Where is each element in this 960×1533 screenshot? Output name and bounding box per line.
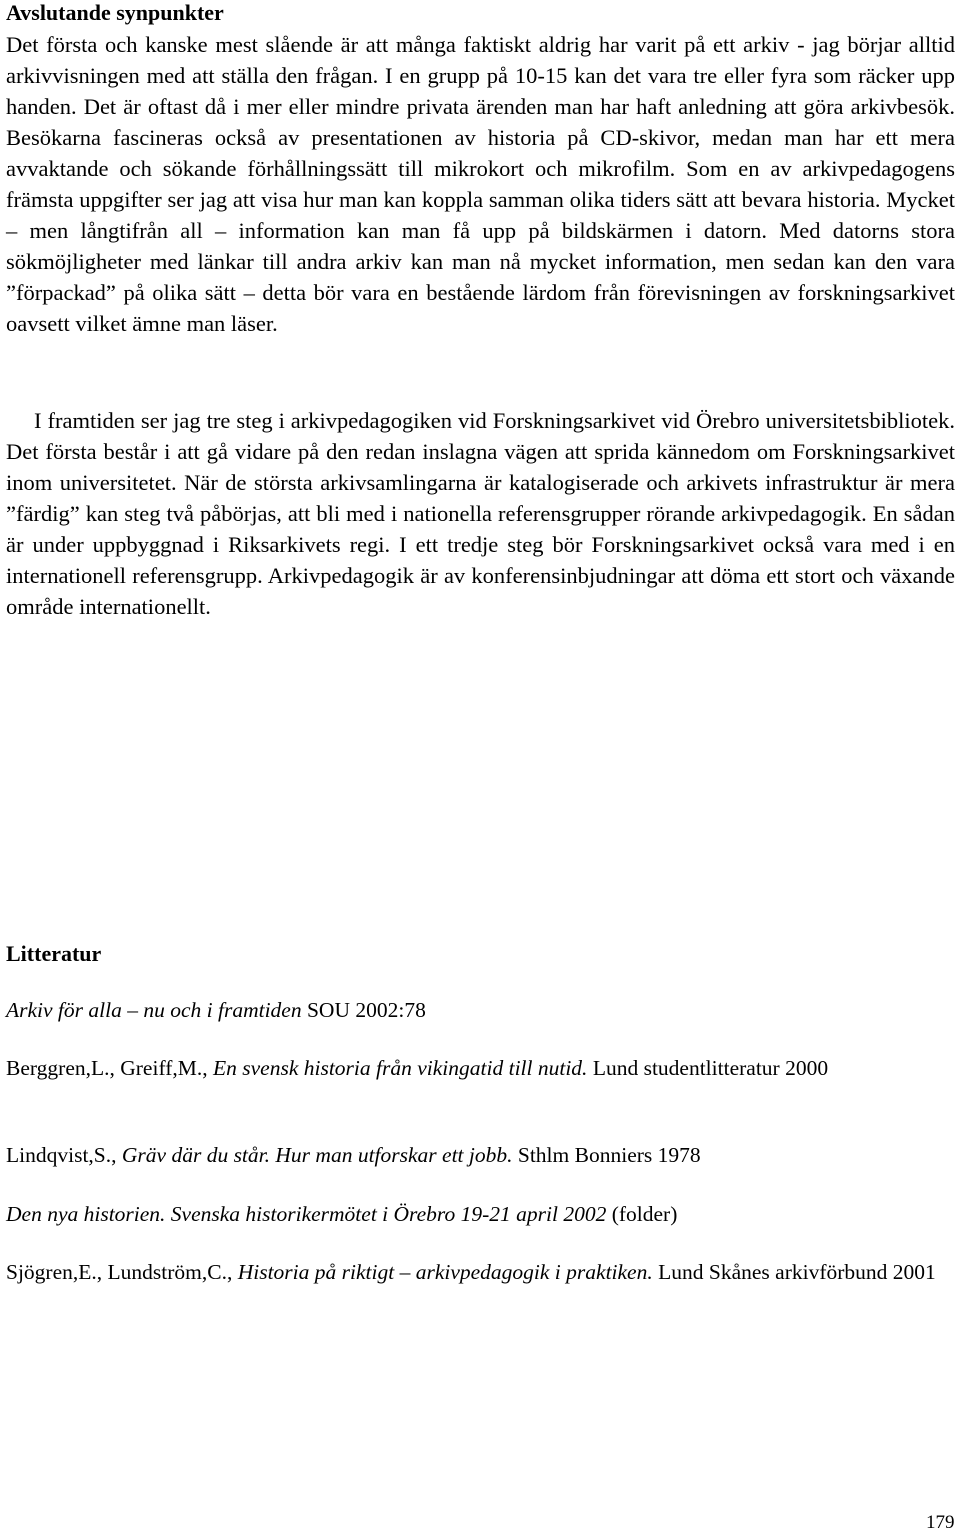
reference-publication: Lund Skånes arkivförbund 2001 [652, 1260, 936, 1284]
reference-title: Den nya historien. Svenska historikermötet i Örebro 19-21 april 2002 [6, 1202, 607, 1226]
reference-item [6, 1258, 936, 1286]
reference-title: Gräv där du står. Hur man utforskar ett jobb. [121, 1143, 513, 1167]
section-heading: Avslutande synpunkter [6, 0, 224, 25]
page-number: 179 [926, 1512, 955, 1533]
literature-heading: Litteratur [6, 941, 102, 966]
reference-publication: Sthlm Bonniers 1978 [512, 1143, 701, 1167]
reference-publication: SOU 2002:78 [301, 998, 426, 1022]
reference-item [6, 1141, 936, 1169]
reference-item [6, 1054, 936, 1082]
reference-item [6, 1200, 936, 1228]
reference-publication: Lund studentlitteratur 2000 [587, 1056, 829, 1080]
reference-author: Sjögren,E., Lundström,C., [6, 1260, 238, 1284]
paragraph-2: I framtiden ser jag tre steg i arkivpedagogiken vid Forskningsarkivet vid Örebro universitetsbibliotek. Det första består i att gå vidare på den redan inslagna vägen att sprida kännedom om Forskningsarkivet inom universitetet. När de största arkivsamlingarna är katalogiserade och arkivets infrastruktur är mera ”färdig” kan steg två påbörjas, att bli med i nationella referensgrupper rörande arkivpedagogik. En sådan är under uppbyggnad i Riksarkivets regi. I ett tredje steg bör Forskningsarkivet också vara med i en internationell referensgrupp. Arkivpedagogik är av konferensinbjudningar att döma ett stort och växande område internationellt. [6, 408, 955, 619]
reference-title: Historia på riktigt – arkivpedagogik i praktiken. [237, 1260, 653, 1284]
paragraph-1: Det första och kanske mest slående är att många faktiskt aldrig har varit på ett arkiv - jag börjar alltid arkivvisningen med att ställa den frågan. I en grupp på 10-15 kan det vara tre eller fyra som räcker upp handen. Det är oftast då i mer eller mindre privata ärenden man har haft anledning att göra arkivbesök. Besökarna fascineras också av presentationen av historia på CD-skivor, medan man har ett mera avvaktande och sökande förhållningssätt till mikrokort och mikrofilm. Som en av arkivpedagogens främsta uppgifter ser jag att visa hur man kan koppla samman olika tiders sätt att bevara historia. Mycket – men långtifrån all – information kan man få upp på bildskärmen i datorn. Med datorns stora sökmöjligheter med länkar till andra arkiv kan man nå mycket information, men sedan kan den vara ”förpackad” på olika sätt – detta bör vara en bestående lärdom från förevisningen av forskningsarkivet oavsett vilket ämne man läser. [6, 32, 955, 336]
reference-author: Lindqvist,S., [6, 1143, 122, 1167]
reference-publication: (folder) [606, 1202, 678, 1226]
reference-author: Berggren,L., Greiff,M., [6, 1056, 213, 1080]
reference-title: En svensk historia från vikingatid till nutid. [213, 1056, 588, 1080]
reference-item [6, 996, 936, 1024]
reference-title: Arkiv för alla – nu och i framtiden [6, 998, 302, 1022]
